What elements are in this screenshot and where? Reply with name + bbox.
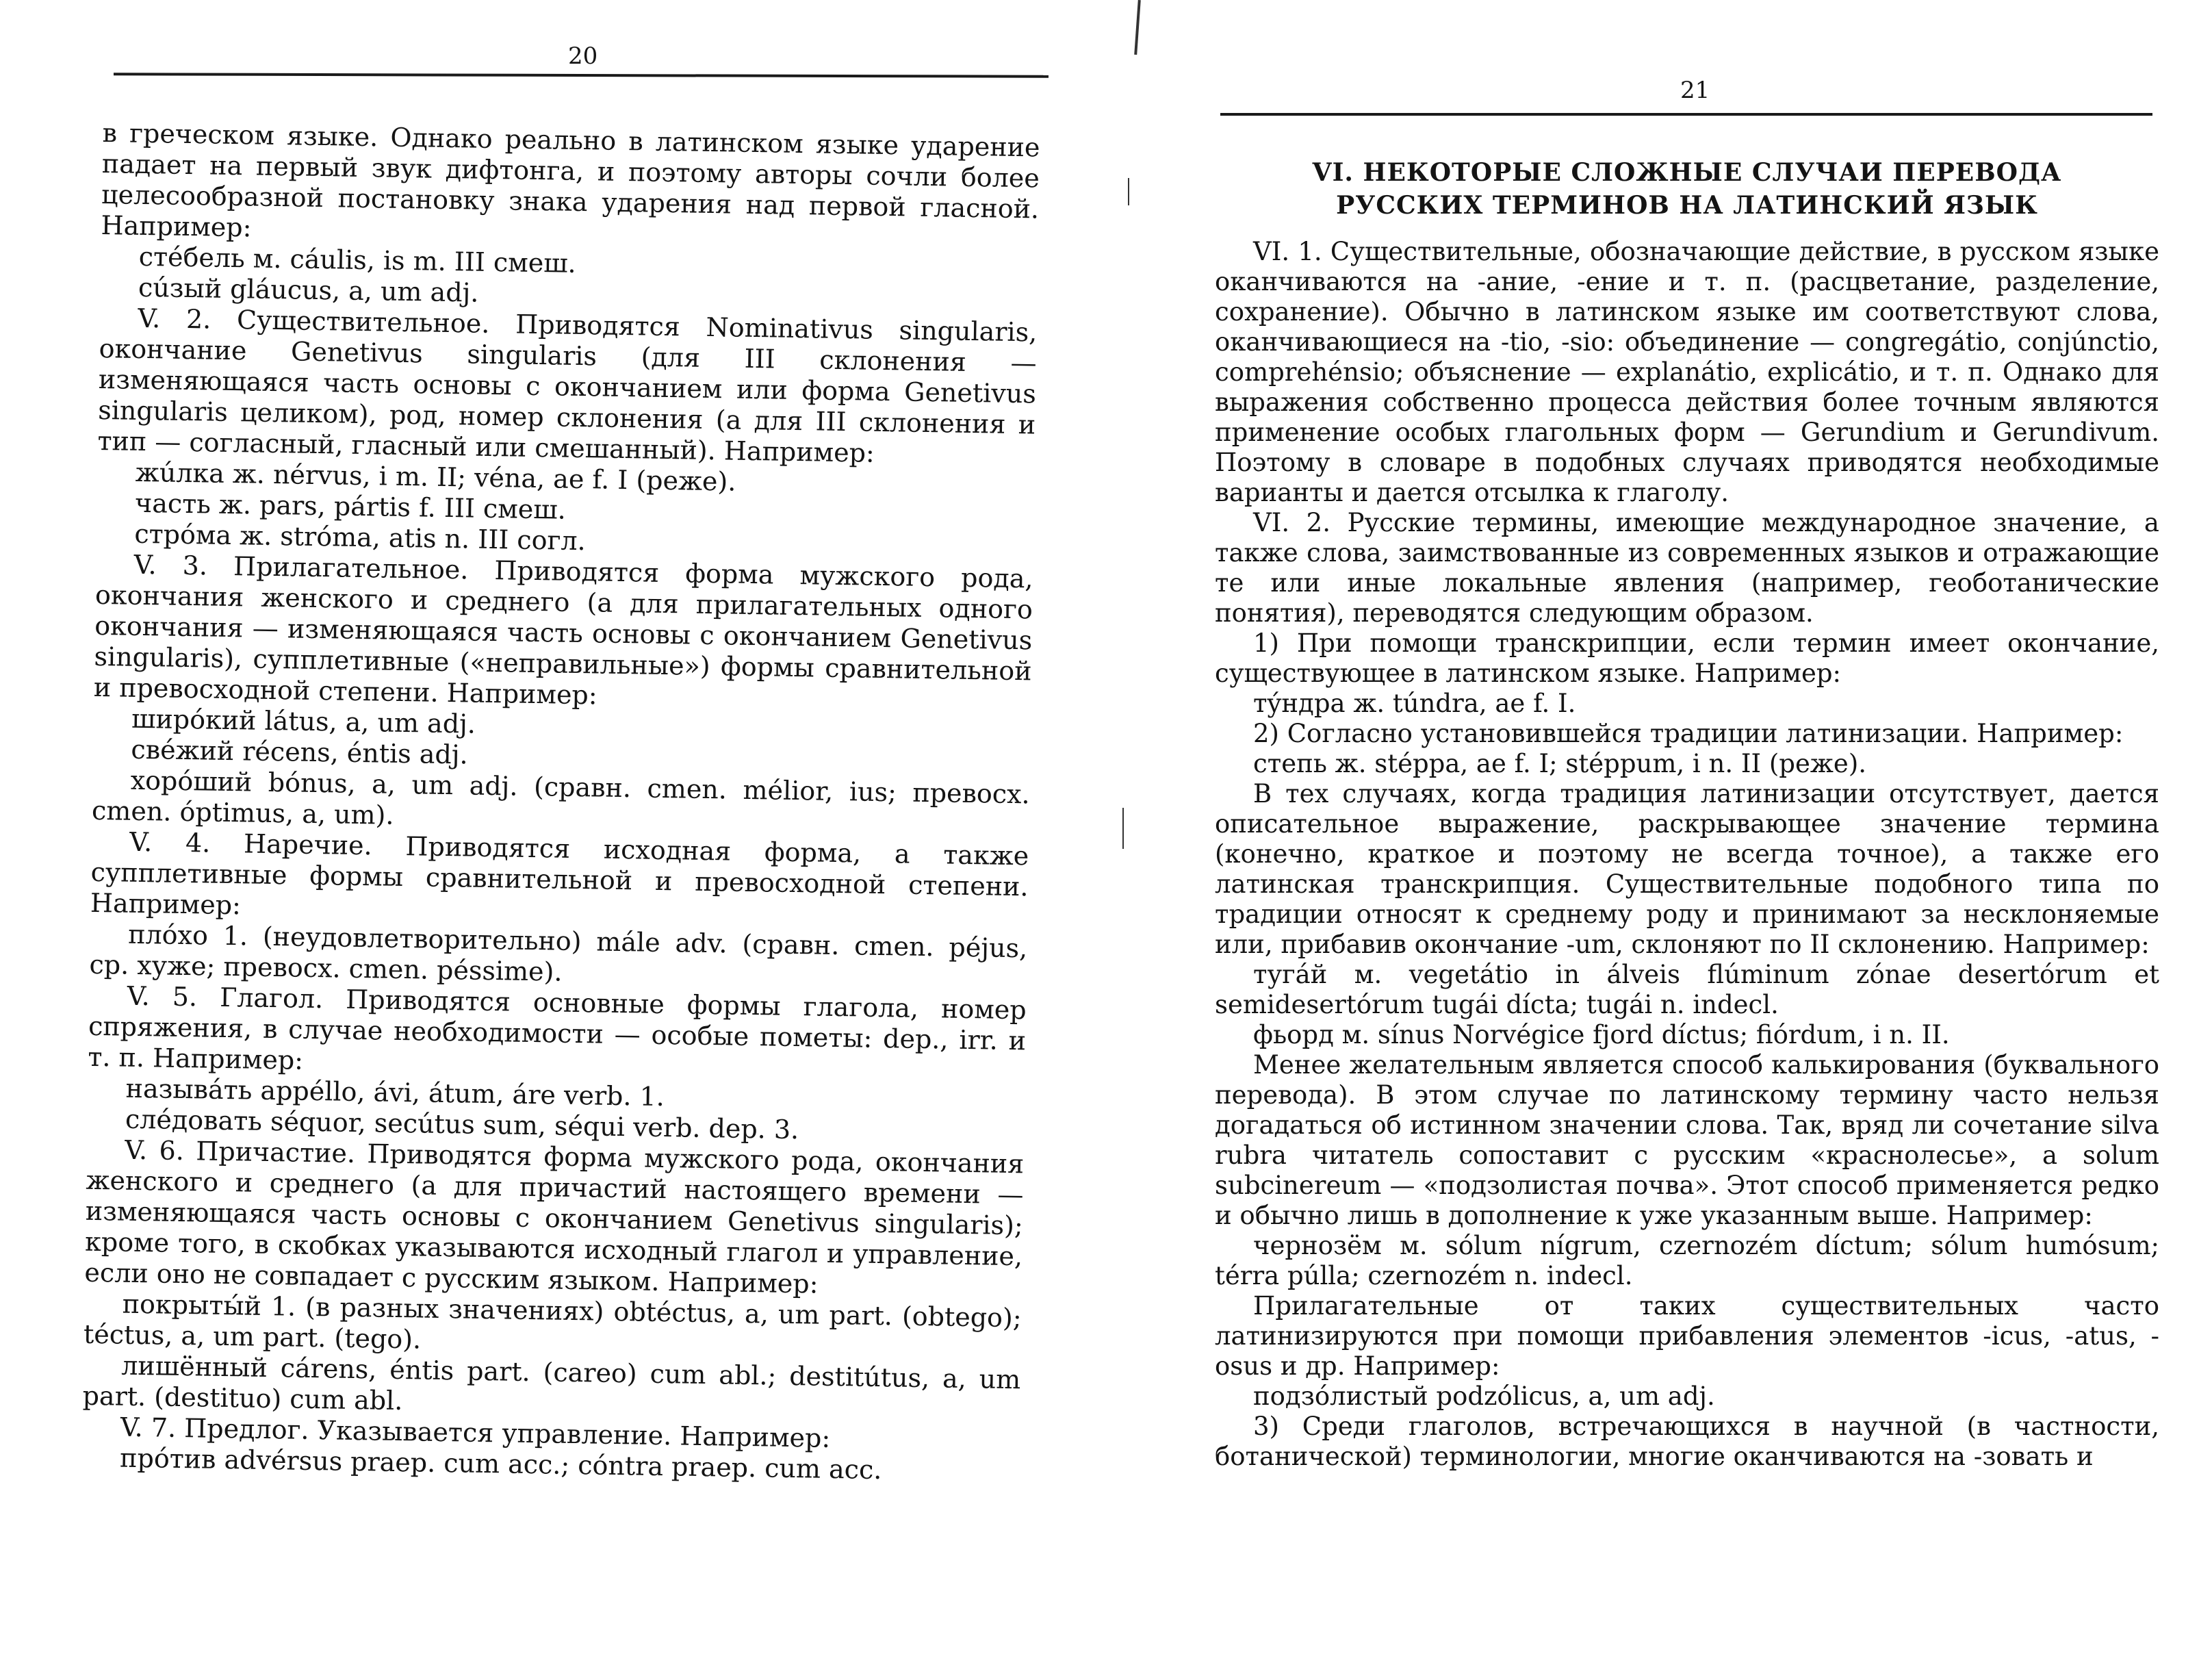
paragraph: Прилагательные от таких существительных часто латинизируются при помощи прибавления элементов -icus, -atus, -osus и др. Например: xyxy=(1215,1291,2159,1381)
section-paragraph: V. 3. Прилагательное. Приводятся форма мужского рода, окончания женского и среднего (а для прилагательных одного окончания — изменяющаяся часть основы с окончанием Genetivus singularis), супплетивные («неправильные») формы сравнительной и превосходной степени. Например: xyxy=(93,549,1033,711)
paragraph: В тех случаях, когда традиция латинизации отсутствует, дается описательное выражение, раскрывающее значение термина (конечно, краткое и поэтому не всегда точное), а также его латинская транскрипция. Существительные подобного типа по традиции относят к среднему роду и принимают за несклоняемые или, прибавив окончание -um, склоняют по II склонению. Например: xyxy=(1215,779,2159,959)
paragraph: 3) Среди глаголов, встречающихся в научной (в частности, ботанической) терминологии, многие оканчиваются на -зовать и xyxy=(1215,1412,2159,1471)
paragraph: Менее желательным является способ калькирования (буквального перевода). В этом случае по латинскому термину часто нельзя догадаться об истинном значении слова. Так, вряд ли сочетание silva rubra читатель сопоставит с русским «краснолесье», а solum subcinereum — «подзолистая почва». Этот способ применяется редко и обычно лишь в дополнение к уже указанным выше. Например: xyxy=(1215,1050,2159,1230)
section-paragraph: V. 6. Причастие. Приводятся форма мужского рода, окончания женского и среднего (а для причастий настоящего времени — изменяющаяся часть основы с окончанием Genetivus singularis); кроме того, в скобках указываются исходный глагол и управление, если оно не совпадает с русским языком. Например: xyxy=(84,1134,1025,1299)
dictionary-example: плóхо 1. (неудовлетворительно) mále adv. (сравн. cmen. péjus, ср. хуже; превосх. cmen. péssime). xyxy=(89,919,1028,987)
dictionary-example: слéдовать séquor, secútus sum, séqui verb. dep. 3. xyxy=(125,1104,799,1145)
dictionary-example: свéжий récens, éntis adj. xyxy=(131,734,469,770)
section-paragraph: V. 7. Предлог. Указывается управление. Например: xyxy=(120,1412,831,1453)
dictionary-example: стéбель м. cáulis, is m. III смеш. xyxy=(138,241,577,279)
dictionary-example: часть ж. pars, pártis f. III смеш. xyxy=(134,487,567,525)
dictionary-example: тýндра ж. túndra, ae f. I. xyxy=(1253,689,1576,718)
dictionary-example: жúлка ж. nérvus, i m. II; véna, ae f. I (реже). xyxy=(135,457,736,497)
dictionary-example: тугáй м. vegetátio in álveis flúminum zónae desertórum et semidesertórum tugái dícta; tugái n. indecl. xyxy=(1215,960,2159,1019)
section-paragraph: V. 2. Существительное. Приводятся Nominativus singularis, окончание Genetivus singularis (для III склонения — изменяющаяся часть основы с окончанием или форма Genetivus singularis целиком), род, номер склонения (а для III склонения и тип — согласный, гласный или смешанный). Например: xyxy=(97,303,1038,468)
gutter-mark xyxy=(1134,0,1141,55)
gutter-mark xyxy=(1122,808,1124,849)
section-paragraph: V. 5. Глагол. Приводятся основные формы глагола, номер спряжения, в случае необходимости — особые пометы: dep., irr. и т. п. Например: xyxy=(88,980,1027,1075)
right-page-text xyxy=(1215,156,2159,1472)
chapter-heading-line: VI. НЕКОТОРЫЕ СЛОЖНЫЕ СЛУЧАИ ПЕРЕВОДА xyxy=(1312,158,2062,187)
paragraph: в греческом языке. Однако реально в латинском языке ударение падает на первый звук дифтонга, и поэтому авторы сочли более целесообразной постановку знака ударения над первой гласной. Например: xyxy=(101,118,1040,243)
chapter-heading-line: РУССКИХ ТЕРМИНОВ НА ЛАТИНСКИЙ ЯЗЫК xyxy=(1336,191,2038,220)
chapter-heading xyxy=(1215,156,2159,222)
paragraph: 2) Согласно установившейся традиции латинизации. Например: xyxy=(1253,719,2124,748)
section-paragraph: V. 4. Наречие. Приводятся исходная форма, а также супплетивные формы сравнительной и превосходной степени. Например: xyxy=(90,826,1029,921)
header-rule xyxy=(114,73,1049,78)
header-rule xyxy=(1220,113,2152,116)
page-number: 21 xyxy=(1680,77,1710,104)
dictionary-example: покрыты́й 1. (в разных значениях) obtéctus, a, um part. (obtego); téctus, a, um part. (tego). xyxy=(83,1288,1022,1355)
gutter-mark xyxy=(1128,178,1129,205)
dictionary-example: степь ж. stéppa, ae f. I; stéppum, i n. II (реже). xyxy=(1253,749,1867,778)
dictionary-example: фьорд м. sínus Norvégice fjord díctus; fiórdum, i n. II. xyxy=(1253,1020,1950,1049)
paragraph: 1) При помощи транскрипции, если термин имеет окончание, существующее в латинском языке. Например: xyxy=(1215,628,2159,688)
dictionary-example: лишённый cárens, éntis part. (careo) cum abl.; destitútus, a, um part. (destituo) cum abl. xyxy=(82,1350,1021,1416)
left-page-text xyxy=(81,118,1040,1488)
page-number: 20 xyxy=(568,42,598,70)
dictionary-example: прóтив advérsus praep. cum acc.; cóntra praep. cum acc. xyxy=(119,1442,882,1486)
dictionary-example: подзóлистый podzólicus, a, um adj. xyxy=(1253,1381,1715,1411)
section-paragraph: VI. 1. Существительные, обозначающие действие, в русском языке оканчиваются на -ание, -ение и т. п. (расцветание, разделение, сохранение). Обычно в латинском языке им соответствуют слова, оканчивающиеся на -tio, -sio: объединение — congregátio, conjúnctio, comprehénsio; объяснение — explanátio, explicátio, и т. п. Однако для выражения собственно процесса действия более точным являются применение особых глагольных форм — Gerundium и Gerundivum. Поэтому в словаре в подобных случаях приводятся необходимые варианты и дается отсылка к глаголу. xyxy=(1215,237,2159,507)
dictionary-example: хорóший bónus, a, um adj. (сравн. cmen. mélior, ius; превосх. cmen. óptimus, a, um). xyxy=(91,765,1030,830)
dictionary-example: сúзый gláucus, a, um adj. xyxy=(138,272,479,308)
section-paragraph: VI. 2. Русские термины, имеющие международное значение, а также слова, заимствованные из современных языков и отражающие те или иные локальные явления (например, геоботанические понятия), переводятся следующим образом. xyxy=(1215,508,2159,628)
dictionary-example: назывáть appéllo, ávi, átum, áre verb. 1. xyxy=(125,1073,665,1112)
dictionary-example: чернозём м. sólum nígrum, czernozém díctum; sólum humósum; térra púlla; czernozém n. indecl. xyxy=(1215,1231,2159,1290)
dictionary-example: стрóма ж. stróma, atis n. III согл. xyxy=(134,518,587,557)
dictionary-example: ширóкий látus, a, um adj. xyxy=(131,703,476,739)
